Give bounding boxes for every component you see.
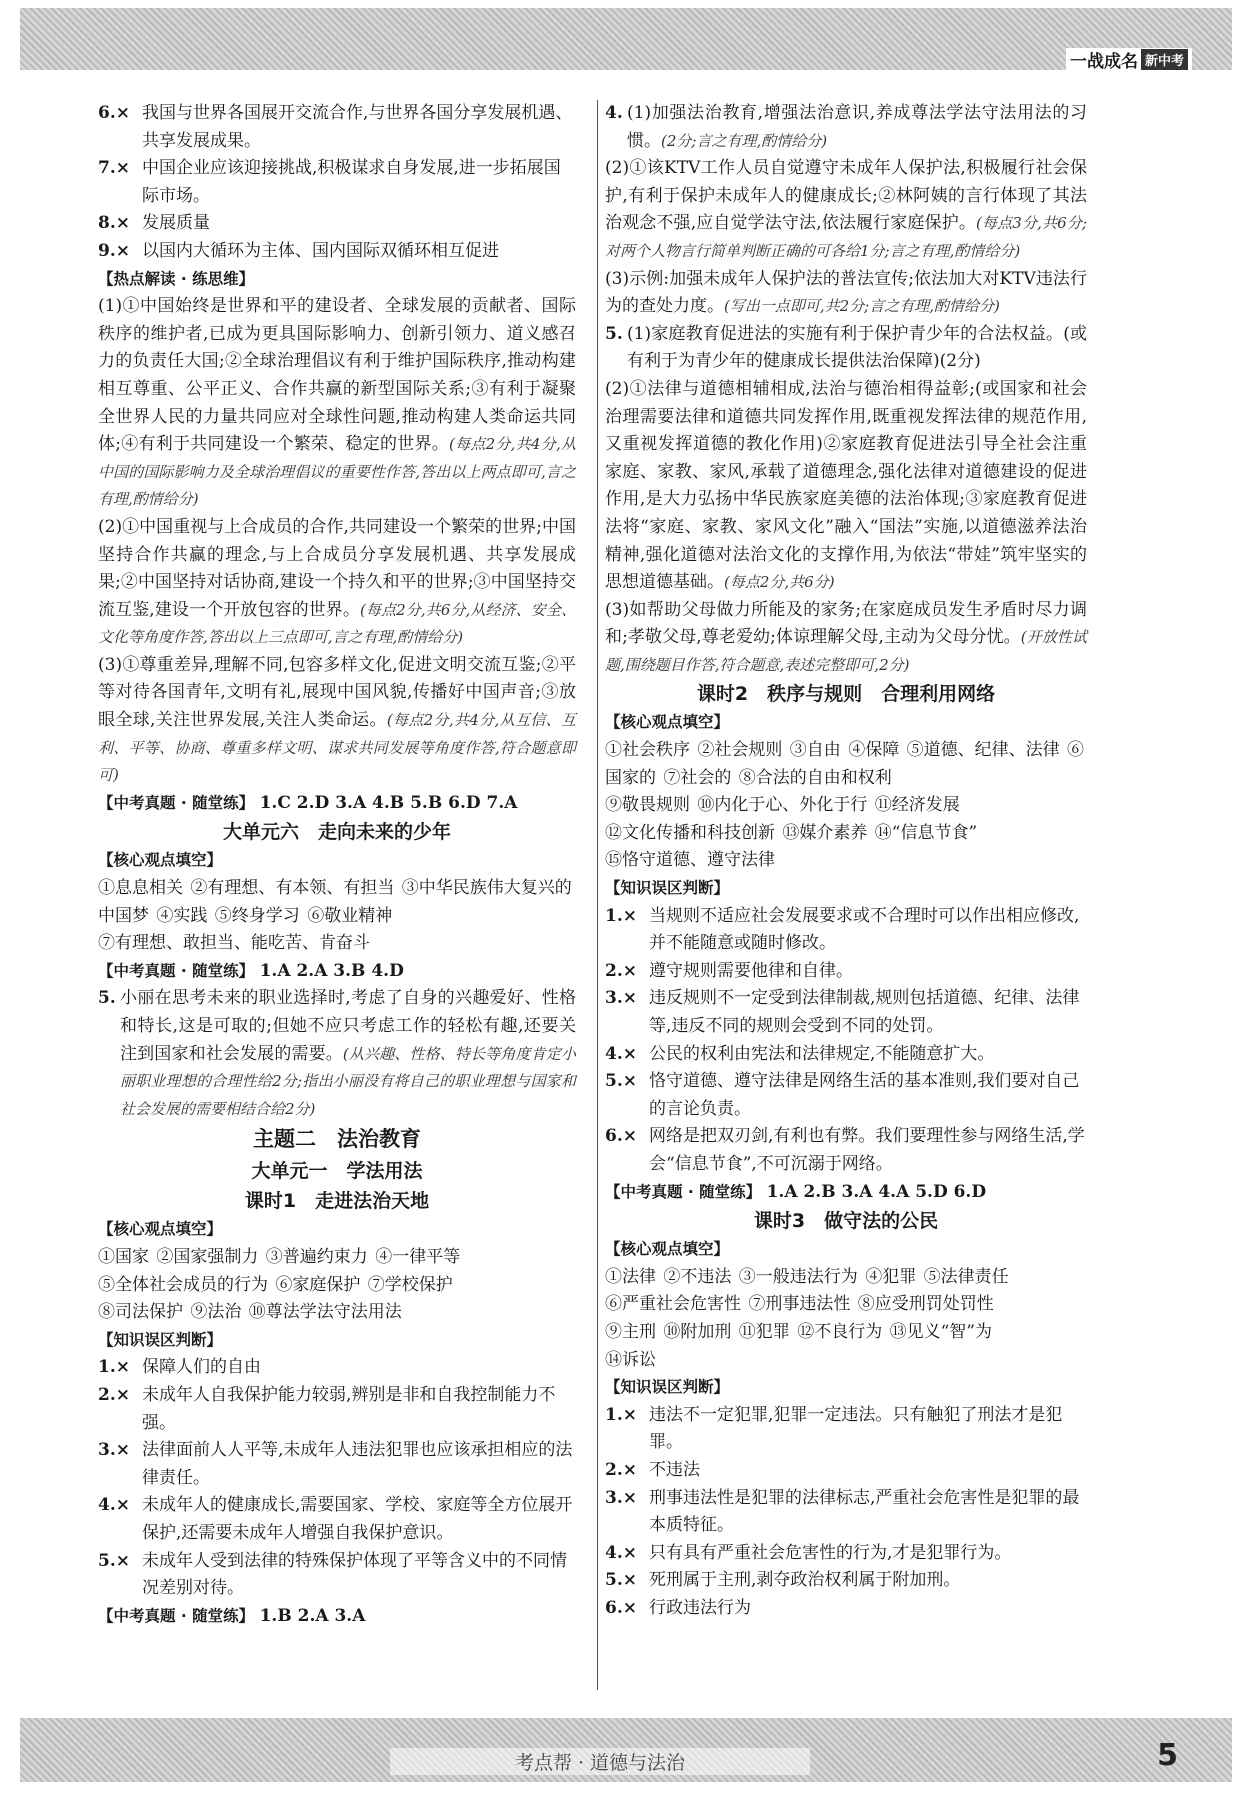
answer-text: 小丽在思考未来的职业选择时,考虑了自身的兴趣爱好、性格和特长,这是可取的;但她不应只考虑工作的轻松有趣,还要关注到国家和社会发展的需要。 bbox=[120, 988, 576, 1064]
list-item bbox=[98, 1354, 576, 1382]
list-item bbox=[605, 958, 1087, 986]
item-num: 5.× bbox=[98, 1550, 130, 1571]
scoring-note: (从兴趣、性格、特长等角度肯定小丽职业理想的合理性给2分;指出小丽没有将自己的职业理想与国家和社会发展的需要相结合给2分) bbox=[120, 1044, 576, 1118]
section-heading-exam: 【中考真题 · 随堂练】 bbox=[98, 793, 255, 812]
answer-text: (3)①尊重差异,理解不同,包容多样文化,促进文明交流互鉴;②平等对待各国青年,文明有礼,展现中国风貌,传播好中国声音;③放眼全球,关注世界发展,关注人类命运。 bbox=[98, 654, 576, 731]
item-text: 只有具有严重社会危害性的行为,才是犯罪行为。 bbox=[649, 1542, 1012, 1563]
exam-answers-4 bbox=[605, 1179, 1087, 1207]
answer-text: (3)如帮助父母做力所能及的家务;在家庭成员发生矛盾时尽力调和;孝敬父母,尊老爱幼;体谅理解父母,主动为父母分忧。 bbox=[605, 599, 1087, 648]
item-num: 4.× bbox=[605, 1542, 637, 1563]
section-heading-errors: 【知识误区判断】 bbox=[605, 879, 730, 898]
list-item bbox=[98, 238, 576, 266]
brand-tag: 新中考 bbox=[1141, 49, 1188, 70]
kp-line: ⑧司法保护 ⑨法治 ⑩尊法学法守法用法 bbox=[98, 1302, 402, 1323]
list-item bbox=[98, 1437, 576, 1492]
column-divider bbox=[597, 100, 598, 1690]
kp-line: ⑮恪守道德、遵守法律 bbox=[605, 850, 775, 871]
q5-part-2 bbox=[605, 376, 1087, 597]
item-num: 4. bbox=[605, 103, 623, 123]
lesson2-title: 课时2 秩序与规则 合理利用网络 bbox=[696, 683, 996, 706]
section-heading-exam: 【中考真题 · 随堂练】 bbox=[98, 1606, 255, 1625]
kp-line: ①法律 ②不违法 ③一般违法行为 ④犯罪 ⑤法律责任 bbox=[605, 1266, 1009, 1287]
item-num: 2.× bbox=[605, 960, 637, 981]
list-item bbox=[605, 1595, 1087, 1623]
item-text: 未成年人受到法律的特殊保护体现了平等含义中的不同情况差别对待。 bbox=[142, 1550, 567, 1599]
section-heading-kp: 【核心观点填空】 bbox=[98, 851, 223, 870]
unit1-title: 大单元一 学法用法 bbox=[251, 1160, 423, 1183]
item-num: 5. bbox=[605, 323, 623, 344]
item-text: 遵守规则需要他律和自律。 bbox=[649, 960, 853, 981]
lesson3-title: 课时3 做守法的公民 bbox=[753, 1210, 939, 1233]
answer-key: 1.B 2.A 3.A bbox=[259, 1605, 366, 1626]
item-num: 1.× bbox=[605, 905, 637, 926]
item-num: 1.× bbox=[98, 1357, 130, 1378]
hot-answer-1 bbox=[98, 293, 576, 514]
answer-text: (3)示例:加强未成年人保护法的普法宣传;依法加大对KTV违法行为的查处力度。 bbox=[605, 268, 1087, 317]
kp-line: ⑫文化传播和科技创新 ⑬媒介素养 ⑭“信息节食” bbox=[605, 822, 978, 843]
item-num: 3.× bbox=[605, 988, 637, 1009]
list-item bbox=[98, 210, 576, 238]
item-num: 9.× bbox=[98, 240, 130, 261]
q4-part-3 bbox=[605, 266, 1087, 321]
footer-title: 考点帮 · 道德与法治 bbox=[390, 1748, 810, 1775]
item-num: 8.× bbox=[98, 213, 130, 234]
list-item bbox=[98, 1548, 576, 1603]
answer-key: 1.C 2.D 3.A 4.B 5.B 6.D 7.A bbox=[259, 792, 518, 813]
answer-text: (1)加强法治教育,增强法治意识,养成尊法学法守法用法的习惯。 bbox=[627, 103, 1087, 151]
question-5 bbox=[605, 321, 1087, 376]
item-text: 未成年人的健康成长,需要国家、学校、家庭等全方位展开保护,还需要未成年人增强自我保护意识。 bbox=[142, 1495, 573, 1543]
answer-key: 1.A 2.B 3.A 4.A 5.D 6.D bbox=[766, 1181, 987, 1202]
header-band bbox=[20, 8, 1232, 70]
q5-part-3 bbox=[605, 597, 1087, 680]
list-item bbox=[605, 985, 1087, 1040]
lesson1-title: 课时1 走进法治天地 bbox=[244, 1190, 430, 1213]
exam-answers-1 bbox=[98, 790, 576, 818]
item-num: 5.× bbox=[605, 1570, 637, 1591]
item-num: 3.× bbox=[605, 1487, 637, 1508]
scoring-note: (每点2分,共4分,从中国的国际影响力及全球治理倡议的重要性作答,答出以上两点即可,言之有理,酌情给分) bbox=[98, 435, 576, 509]
item-num: 5. bbox=[98, 988, 116, 1009]
kp-line: ①社会秩序 ②社会规则 ③自由 ④保障 ⑤道德、纪律、法律 ⑥国家的 ⑦社会的 ⑧合法的自由和权利 bbox=[605, 740, 1085, 788]
item-text: 违反规则不一定受到法律制裁,规则包括道德、纪律、法律等,违反不同的规则会受到不同的处罚。 bbox=[649, 988, 1080, 1036]
section-heading-kp: 【核心观点填空】 bbox=[98, 1220, 223, 1239]
answer-key: 1.A 2.A 3.B 4.D bbox=[259, 960, 404, 981]
list-item bbox=[98, 100, 576, 155]
item-text: 死刑属于主刑,剥夺政治权利属于附加刑。 bbox=[649, 1570, 961, 1591]
answer-text: (2)①中国重视与上合成员的合作,共同建设一个繁荣的世界;中国坚持合作共赢的理念,与上合成员分享发展机遇、共享发展成果;②中国坚持对话协商,建设一个持久和平的世界;③中国坚持交流互鉴,建设一个开放包容的世界。 bbox=[98, 516, 576, 620]
item-text: 不违法 bbox=[649, 1459, 700, 1480]
kp-line: ⑨敬畏规则 ⑩内化于心、外化于行 ⑪经济发展 bbox=[605, 795, 960, 816]
left-column bbox=[98, 100, 576, 1630]
kp-line: ①息息相关 ②有理想、有本领、有担当 ③中华民族伟大复兴的中国梦 ④实践 ⑤终身学习 ⑥敬业精神 bbox=[98, 878, 572, 926]
section-heading-hot: 【热点解读 · 练思维】 bbox=[98, 269, 255, 288]
item-num: 4.× bbox=[605, 1043, 637, 1064]
item-num: 1.× bbox=[605, 1404, 637, 1425]
answer-text: (1)①中国始终是世界和平的建设者、全球发展的贡献者、国际秩序的维护者,已成为更具国际影响力、创新引领力、道义感召力的负责任大国;②全球治理倡议有利于维护国际秩序,推动构建相互尊重、公平正义、合作共赢的新型国际关系;③有利于凝聚全世界人民的力量共同应对全球性问题,推动构建人类命运共同体;④有利于共同建设一个繁荣、稳定的世界。 bbox=[98, 296, 576, 455]
list-item bbox=[605, 1123, 1087, 1178]
scoring-note: (写出一点即可,共2分;言之有理,酌情给分) bbox=[724, 297, 1000, 316]
list-item bbox=[605, 1567, 1087, 1595]
item-text: 恪守道德、遵守法律是网络生活的基本准则,我们要对自己的言论负责。 bbox=[649, 1071, 1080, 1119]
scoring-note: (每点2分,共6分) bbox=[724, 573, 835, 592]
item-text: 刑事违法性是犯罪的法律标志,严重社会危害性是犯罪的最本质特征。 bbox=[649, 1487, 1080, 1536]
item-text: 当规则不适应社会发展要求或不合理时可以作出相应修改,并不能随意或随时修改。 bbox=[649, 905, 1080, 954]
item-num: 6.× bbox=[605, 1597, 637, 1618]
kp-line: ⑤全体社会成员的行为 ⑥家庭保护 ⑦学校保护 bbox=[98, 1274, 453, 1295]
item-num: 6.× bbox=[98, 103, 130, 123]
item-text: 保障人们的自由 bbox=[142, 1357, 261, 1378]
q4-part-2 bbox=[605, 155, 1087, 265]
item-num: 2.× bbox=[98, 1384, 130, 1405]
item-text: 违法不一定犯罪,犯罪一定违法。只有触犯了刑法才是犯罪。 bbox=[649, 1404, 1063, 1453]
hot-answer-3 bbox=[98, 652, 576, 790]
right-column bbox=[605, 100, 1087, 1622]
kp-line: ⑦有理想、敢担当、能吃苦、肯奋斗 bbox=[98, 933, 370, 954]
list-item bbox=[605, 1402, 1087, 1457]
item-num: 3.× bbox=[98, 1440, 130, 1461]
hot-answer-2 bbox=[98, 514, 576, 652]
item-text: 未成年人自我保护能力较弱,辨别是非和自我控制能力不强。 bbox=[142, 1384, 556, 1433]
exam-answers-2 bbox=[98, 958, 576, 986]
item-text: 中国企业应该迎接挑战,积极谋求自身发展,进一步拓展国际市场。 bbox=[142, 158, 561, 206]
section-heading-errors: 【知识误区判断】 bbox=[98, 1330, 223, 1349]
list-item bbox=[98, 155, 576, 210]
list-item bbox=[605, 903, 1087, 958]
question-5 bbox=[98, 985, 576, 1123]
item-text: 发展质量 bbox=[142, 213, 210, 234]
section-heading-exam: 【中考真题 · 随堂练】 bbox=[98, 961, 255, 980]
scoring-note: (每点2分,共4分,从互信、互利、平等、协商、尊重多样文明、谋求共同发展等角度作答,符合题意即可) bbox=[98, 711, 576, 785]
section-heading-kp: 【核心观点填空】 bbox=[605, 713, 730, 732]
exam-answers-3 bbox=[98, 1603, 576, 1631]
page-number: 5 bbox=[1157, 1738, 1178, 1773]
scoring-note: (每点3分,共6分;对两个人物言行简单判断正确的可各给1分;言之有理,酌情给分) bbox=[605, 214, 1088, 260]
item-num: 6.× bbox=[605, 1126, 637, 1147]
unit6-title: 大单元六 走向未来的少年 bbox=[222, 821, 451, 844]
item-text: 网络是把双刃剑,有利也有弊。我们要理性参与网络生活,学会“信息节食”,不可沉溺于网络。 bbox=[649, 1126, 1085, 1174]
section-heading-kp: 【核心观点填空】 bbox=[605, 1240, 730, 1259]
item-text: 行政违法行为 bbox=[649, 1597, 751, 1618]
list-item bbox=[605, 1540, 1087, 1568]
item-text: 以国内大循环为主体、国内国际双循环相互促进 bbox=[142, 240, 499, 261]
theme2-title: 主题二 法治教育 bbox=[253, 1127, 421, 1152]
answer-text: (1)家庭教育促进法的实施有利于保护青少年的合法权益。(或有利于为青少年的健康成长提供法治保障)(2分) bbox=[627, 323, 1087, 372]
kp-line: ⑭诉讼 bbox=[605, 1349, 656, 1370]
list-item bbox=[605, 1068, 1087, 1123]
scoring-note: (2分;言之有理,酌情给分) bbox=[661, 131, 828, 150]
question-4 bbox=[605, 100, 1087, 155]
list-item bbox=[98, 1492, 576, 1547]
item-text: 我国与世界各国展开交流合作,与世界各国分享发展机遇、共享发展成果。 bbox=[142, 103, 573, 151]
list-item bbox=[605, 1485, 1087, 1540]
item-num: 4.× bbox=[98, 1495, 130, 1516]
answer-text: (2)①该KTV工作人员自觉遵守未成年人保护法,积极履行社会保护,有利于保护未成年人的健康成长;②林阿姨的言行体现了其法治观念不强,应自觉学法守法,依法履行家庭保护。 bbox=[605, 158, 1087, 234]
list-item bbox=[98, 1382, 576, 1437]
scoring-note: (开放性试题,围绕题目作答,符合题意,表述完整即可,2分) bbox=[605, 628, 1087, 674]
item-num: 5.× bbox=[605, 1071, 637, 1092]
brand-logo bbox=[1066, 48, 1192, 70]
section-heading-errors: 【知识误区判断】 bbox=[605, 1378, 730, 1397]
kp-line: ⑥严重社会危害性 ⑦刑事违法性 ⑧应受刑罚处罚性 bbox=[605, 1294, 994, 1315]
item-num: 7.× bbox=[98, 158, 130, 179]
kp-line: ①国家 ②国家强制力 ③普遍约束力 ④一律平等 bbox=[98, 1246, 461, 1267]
kp-line: ⑨主刑 ⑩附加刑 ⑪犯罪 ⑫不良行为 ⑬见义“智”为 bbox=[605, 1321, 992, 1342]
brand-name: 一战成名 bbox=[1069, 51, 1138, 72]
item-num: 2.× bbox=[605, 1459, 637, 1480]
item-text: 法律面前人人平等,未成年人违法犯罪也应该承担相应的法律责任。 bbox=[142, 1440, 573, 1488]
scoring-note: (每点2分,共6分,从经济、安全、文化等角度作答,答出以上三点即可,言之有理,酌情给分) bbox=[98, 600, 576, 647]
answer-text: (2)①法律与道德相辅相成,法治与德治相得益彰;(或国家和社会治理需要法律和道德共同发挥作用,既重视发挥法律的规范作用,又重视发挥道德的教化作用)②家庭教育促进法引导全社会注重家庭、家教、家风,承载了道德理念,强化法律对道德建设的促进作用,是大力弘扬中华民族家庭美德的法治体现;③家庭教育促进法将“家庭、家教、家风文化”融入“国法”实施,以道德滋养法治精神,强化道德对法治文化的支撑作用,为依法“带娃”筑牢坚实的思想道德基础。 bbox=[605, 378, 1087, 593]
item-text: 公民的权利由宪法和法律规定,不能随意扩大。 bbox=[649, 1043, 995, 1064]
section-heading-exam: 【中考真题 · 随堂练】 bbox=[605, 1182, 762, 1201]
list-item bbox=[605, 1457, 1087, 1485]
list-item bbox=[605, 1041, 1087, 1069]
